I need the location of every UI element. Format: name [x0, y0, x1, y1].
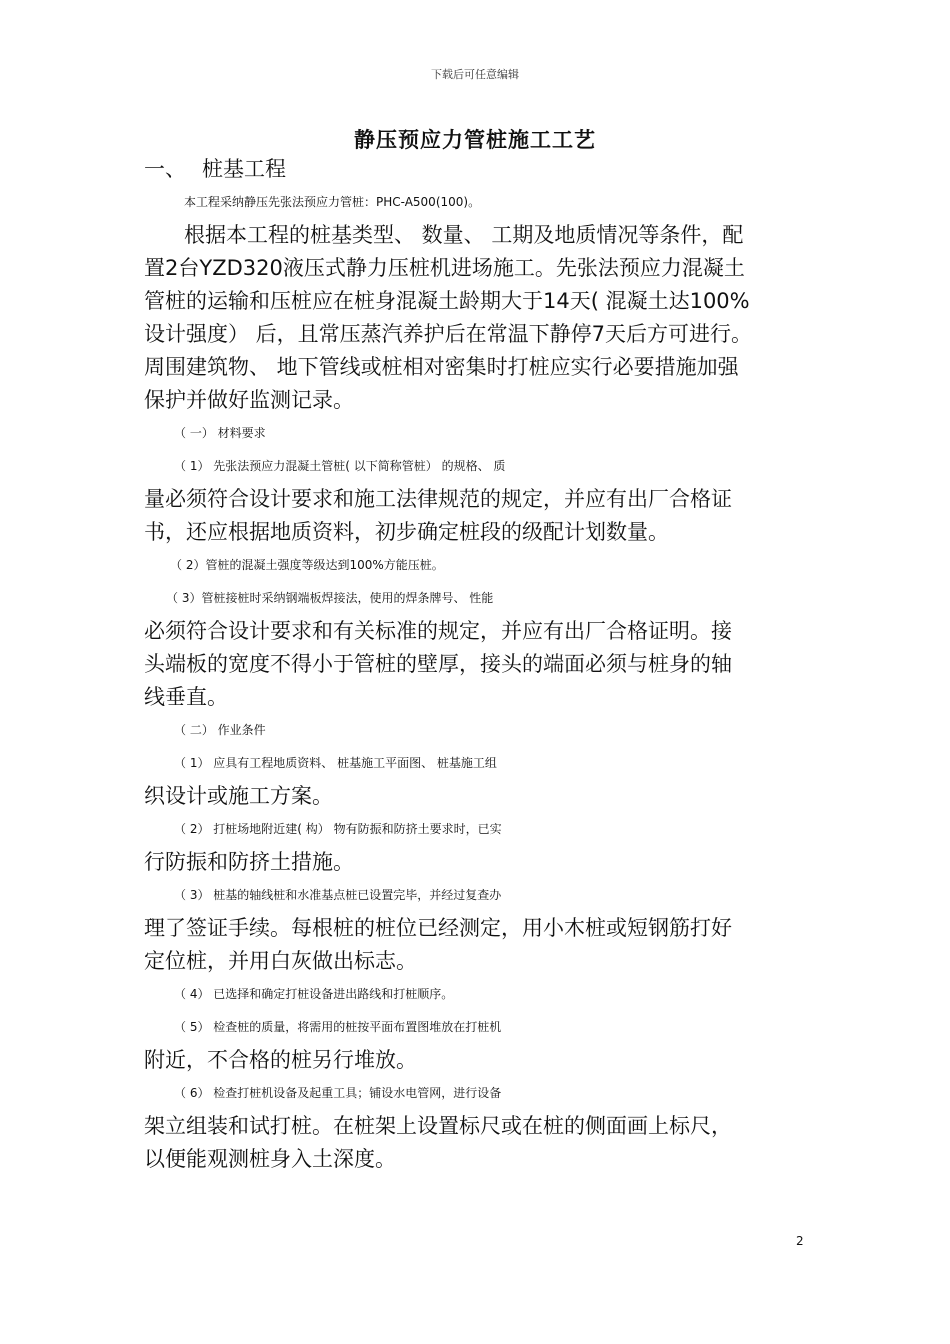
para-line: [144, 219, 809, 252]
para-line: 保护并做好监测记录。: [144, 388, 354, 412]
text-run: 设计强度） 后，且常压蒸汽养护后在常温下静停7天后方可进行。: [144, 322, 753, 346]
list-item-line: 以便能观测桩身入土深度。: [144, 1147, 396, 1171]
page-number: 2: [796, 1234, 804, 1248]
list-item-line: （ 5） 检查桩的质量，将需用的桩按平面布置图堆放在打桩机: [174, 1020, 502, 1034]
section-number: 一、: [144, 157, 186, 181]
list-item-line: 理了签证手续。每根桩的桩位已经测定，用小木桩或短钢筋打好: [144, 916, 732, 940]
list-item-line: 必须符合设计要求和有关标准的规定，并应有出厂合格证明。接: [144, 619, 732, 643]
list-item-line: 织设计或施工方案。: [144, 784, 333, 808]
subsection-heading: （ 二） 作业条件: [174, 723, 266, 737]
list-item-line: （ 3） 桩基的轴线桩和水准基点桩已设置完毕，并经过复查办: [174, 888, 502, 902]
list-item-line: 量必须符合设计要求和施工法律规范的规定，并应有出厂合格证: [144, 487, 732, 511]
list-item-line: （ 6） 检查打桩机设备及起重工具；铺设水电管网，进行设备: [174, 1086, 502, 1100]
list-item-line: 线垂直。: [144, 685, 228, 709]
list-item-line: （ 4） 已选择和确定打桩设备进出路线和打桩顺序。: [174, 987, 454, 1001]
intro-paragraph: 本工程采纳静压先张法预应力管桩：PHC-A500(100)。: [184, 195, 481, 209]
list-item-line: （ 1） 应具有工程地质资料、 桩基施工平面图、 桩基施工组: [174, 756, 497, 770]
list-item-line: （ 2） 打桩场地附近建( 构） 物有防振和防挤土要求时，已实: [174, 822, 502, 836]
list-item-line: 书，还应根据地质资料，初步确定桩段的级配计划数量。: [144, 520, 669, 544]
text-run: 周围建筑物、 地下管线或桩相对密集时打桩应实行必要措施加强: [144, 355, 739, 379]
text-run: 管桩的运输和压桩应在桩身混凝土龄期大于14天( 混凝土达100%: [144, 289, 750, 313]
para-line: [144, 285, 809, 318]
list-item-line: （ 2）管桩的混凝土强度等级达到100%方能压桩。: [170, 558, 444, 572]
list-item-line: 附近，不合格的桩另行堆放。: [144, 1048, 417, 1072]
para-line: [144, 351, 809, 384]
section-title: 桩基工程: [202, 157, 286, 181]
section-heading: [144, 153, 809, 186]
text-run: 置2台YZD320液压式静力压桩机进场施工。先张法预应力混凝土: [144, 256, 745, 280]
para-line: [144, 252, 809, 285]
document-title: 静压预应力管桩施工工艺: [354, 128, 596, 152]
para-line: [144, 318, 809, 351]
subsection-heading: （ 一） 材料要求: [174, 426, 266, 440]
list-item-line: （ 1） 先张法预应力混凝土管桩( 以下简称管桩） 的规格、 质: [174, 459, 506, 473]
list-item-line: 行防振和防挤土措施。: [144, 850, 354, 874]
page-header-note: 下载后可任意编辑: [431, 68, 519, 81]
list-item-line: 头端板的宽度不得小于管桩的壁厚，接头的端面必须与桩身的轴: [144, 652, 732, 676]
text-run: 根据本工程的桩基类型、 数量、 工期及地质情况等条件，配: [184, 223, 744, 247]
list-item-line: 架立组装和试打桩。在桩架上设置标尺或在桩的侧面画上标尺，: [144, 1114, 732, 1138]
list-item-line: （ 3）管桩接桩时采纳钢端板焊接法，使用的焊条牌号、 性能: [166, 591, 494, 605]
document-body: [144, 153, 809, 1176]
list-item-line: 定位桩，并用白灰做出标志。: [144, 949, 417, 973]
